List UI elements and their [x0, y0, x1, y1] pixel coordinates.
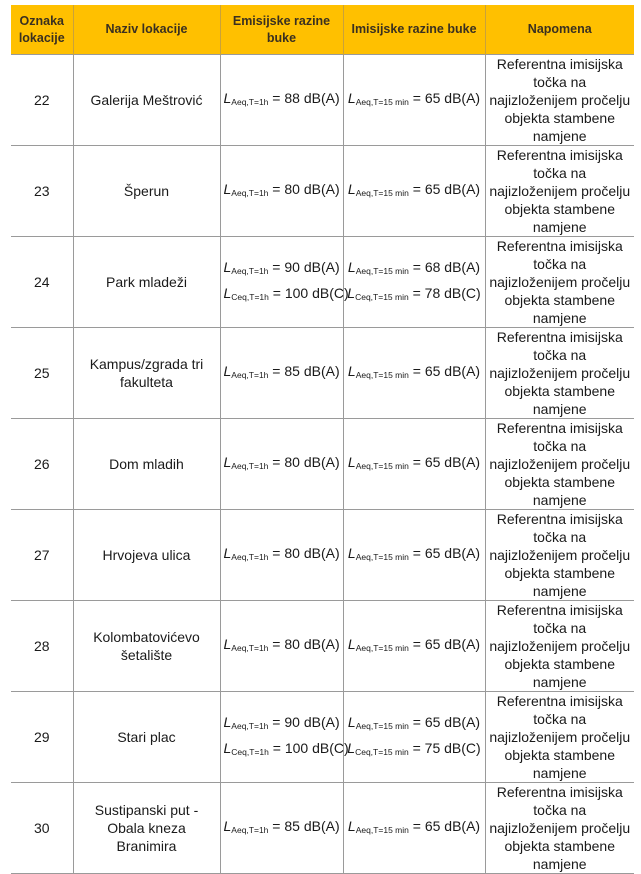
level-symbol: L [223, 454, 232, 470]
header-location-id: Oznaka lokacije [11, 5, 73, 55]
note-cell: Referentna imisijska točka na najizloženijem pročelju objekta stambene namjene [485, 55, 634, 146]
immission-level-cell [343, 55, 485, 146]
emission-level-cell [220, 328, 343, 419]
location-id-cell: 24 [11, 237, 73, 328]
level-value: = 100 dB(C) [272, 740, 349, 756]
level-symbol: L [223, 259, 232, 275]
level-value: = 85 dB(A) [272, 363, 340, 379]
immission-level-cell [343, 328, 485, 419]
level-subscript: Aeq,T=1h [231, 188, 269, 198]
level-value: = 80 dB(A) [272, 454, 340, 470]
level-subscript: Aeq,T=1h [231, 97, 269, 107]
emission-level-cell [220, 692, 349, 783]
level-value: = 85 dB(A) [272, 818, 340, 834]
noise-levels-table [11, 5, 634, 874]
level-value: = 65 dB(A) [412, 714, 481, 730]
table-row [11, 55, 634, 146]
immission-level-value [347, 178, 482, 204]
level-symbol: L [347, 740, 356, 756]
location-name-cell: Kolombatovićevo šetalište [73, 601, 220, 692]
immission-level-value [347, 87, 482, 113]
header-emission-levels: Emisijske razine buke [220, 5, 343, 55]
location-name-cell: Stari plac [73, 692, 220, 783]
level-value: = 65 dB(A) [412, 545, 481, 561]
level-value: = 65 dB(A) [412, 818, 481, 834]
table-row [11, 419, 634, 510]
level-subscript: Aeq,T=15 min [355, 188, 409, 198]
level-subscript: Aeq,T=1h [231, 370, 269, 380]
immission-level-value [347, 256, 482, 282]
immission-level-value [347, 360, 482, 386]
immission-level-value [347, 711, 482, 737]
location-id-cell: 25 [11, 328, 73, 419]
table-row [11, 601, 634, 692]
level-subscript: Ceq,T=15 min [355, 747, 409, 757]
table-body [11, 55, 634, 874]
level-value: = 65 dB(A) [412, 636, 481, 652]
emission-level-cell [220, 783, 343, 874]
table-row [11, 237, 634, 328]
emission-level-cell [220, 510, 343, 601]
level-subscript: Ceq,T=15 min [355, 292, 409, 302]
table-row [11, 146, 634, 237]
level-symbol: L [223, 90, 232, 106]
level-subscript: Aeq,T=1h [231, 643, 269, 653]
level-value: = 90 dB(A) [272, 259, 340, 275]
location-name-cell: Sustipanski put - Obala kneza Branimira [73, 783, 220, 874]
level-subscript: Aeq,T=1h [231, 266, 269, 276]
level-value: = 80 dB(A) [272, 545, 340, 561]
note-cell: Referentna imisijska točka na najizloženijem pročelju objekta stambene namjene [485, 510, 634, 601]
emission-level-value [224, 87, 340, 113]
location-id-cell: 30 [11, 783, 73, 874]
immission-level-cell [343, 146, 485, 237]
emission-level-value [224, 542, 340, 568]
level-symbol: L [223, 740, 232, 756]
level-symbol: L [223, 818, 232, 834]
emission-level-cell [220, 55, 343, 146]
table-row [11, 783, 634, 874]
level-subscript: Ceq,T=1h [231, 747, 269, 757]
immission-level-cell [343, 783, 485, 874]
level-symbol: L [347, 285, 356, 301]
level-symbol: L [347, 545, 356, 561]
immission-level-value [347, 633, 482, 659]
level-subscript: Aeq,T=15 min [355, 825, 409, 835]
level-symbol: L [223, 181, 232, 197]
location-name-cell: Dom mladih [73, 419, 220, 510]
location-name-cell: Šperun [73, 146, 220, 237]
immission-level-cell [343, 510, 485, 601]
location-name-cell: Galerija Meštrović [73, 55, 220, 146]
level-symbol: L [347, 454, 356, 470]
level-symbol: L [347, 181, 356, 197]
note-cell: Referentna imisijska točka na najizloženijem pročelju objekta stambene namjene [485, 146, 634, 237]
level-symbol: L [347, 259, 356, 275]
immission-level-value [347, 737, 482, 763]
location-name-cell: Park mladeži [73, 237, 220, 328]
level-subscript: Ceq,T=1h [231, 292, 269, 302]
note-cell: Referentna imisijska točka na najizloženijem pročelju objekta stambene namjene [485, 328, 634, 419]
emission-level-value [224, 256, 340, 282]
location-id-cell: 27 [11, 510, 73, 601]
immission-level-cell [343, 692, 485, 783]
level-symbol: L [347, 714, 356, 730]
immission-level-value [347, 282, 482, 308]
emission-level-cell [220, 237, 349, 328]
emission-level-value [224, 815, 340, 841]
level-value: = 80 dB(A) [272, 636, 340, 652]
immission-level-cell [343, 601, 485, 692]
level-value: = 75 dB(C) [412, 740, 481, 756]
header-note: Napomena [485, 5, 634, 55]
table-row [11, 510, 634, 601]
level-symbol: L [223, 636, 232, 652]
level-value: = 80 dB(A) [272, 181, 340, 197]
note-cell: Referentna imisijska točka na najizloženijem pročelju objekta stambene namjene [485, 601, 634, 692]
table-header-row [11, 5, 634, 55]
level-value: = 78 dB(C) [412, 285, 481, 301]
level-subscript: Aeq,T=15 min [355, 643, 409, 653]
level-symbol: L [347, 90, 356, 106]
emission-level-value [224, 711, 340, 737]
level-value: = 68 dB(A) [412, 259, 481, 275]
emission-level-cell [220, 601, 343, 692]
note-cell: Referentna imisijska točka na najizloženijem pročelju objekta stambene namjene [485, 237, 634, 328]
level-value: = 65 dB(A) [412, 363, 481, 379]
location-id-cell: 29 [11, 692, 73, 783]
immission-level-value [347, 542, 482, 568]
level-value: = 90 dB(A) [272, 714, 340, 730]
location-id-cell: 26 [11, 419, 73, 510]
level-value: = 65 dB(A) [412, 454, 481, 470]
level-subscript: Aeq,T=1h [231, 825, 269, 835]
immission-level-value [347, 451, 482, 477]
level-symbol: L [347, 363, 356, 379]
level-value: = 88 dB(A) [272, 90, 340, 106]
level-subscript: Aeq,T=15 min [355, 266, 409, 276]
location-id-cell: 28 [11, 601, 73, 692]
level-value: = 65 dB(A) [412, 90, 481, 106]
level-subscript: Aeq,T=15 min [355, 370, 409, 380]
note-cell: Referentna imisijska točka na najizloženijem pročelju objekta stambene namjene [485, 419, 634, 510]
level-subscript: Aeq,T=15 min [355, 97, 409, 107]
table-row [11, 328, 634, 419]
level-symbol: L [347, 636, 356, 652]
emission-level-value [223, 282, 349, 308]
location-id-cell: 22 [11, 55, 73, 146]
note-cell: Referentna imisijska točka na najizloženijem pročelju objekta stambene namjene [485, 692, 634, 783]
immission-level-cell [343, 419, 485, 510]
emission-level-value [224, 451, 340, 477]
emission-level-value [224, 633, 340, 659]
note-cell: Referentna imisijska točka na najizloženijem pročelju objekta stambene namjene [485, 783, 634, 874]
header-immission-levels: Imisijske razine buke [343, 5, 485, 55]
level-subscript: Aeq,T=15 min [355, 461, 409, 471]
level-symbol: L [223, 285, 232, 301]
emission-level-value [224, 178, 340, 204]
immission-level-cell [343, 237, 485, 328]
level-symbol: L [347, 818, 356, 834]
level-symbol: L [223, 363, 232, 379]
level-subscript: Aeq,T=15 min [355, 721, 409, 731]
location-name-cell: Hrvojeva ulica [73, 510, 220, 601]
level-symbol: L [223, 714, 232, 730]
emission-level-cell [220, 146, 343, 237]
emission-level-value [223, 737, 349, 763]
immission-level-value [347, 815, 482, 841]
header-location-name: Naziv lokacije [73, 5, 220, 55]
level-symbol: L [223, 545, 232, 561]
emission-level-value [224, 360, 340, 386]
level-value: = 100 dB(C) [272, 285, 349, 301]
table-row [11, 692, 634, 783]
level-subscript: Aeq,T=1h [231, 721, 269, 731]
emission-level-cell [220, 419, 343, 510]
level-subscript: Aeq,T=15 min [355, 552, 409, 562]
level-subscript: Aeq,T=1h [231, 461, 269, 471]
level-value: = 65 dB(A) [412, 181, 481, 197]
location-id-cell: 23 [11, 146, 73, 237]
level-subscript: Aeq,T=1h [231, 552, 269, 562]
location-name-cell: Kampus/zgrada tri fakulteta [73, 328, 220, 419]
